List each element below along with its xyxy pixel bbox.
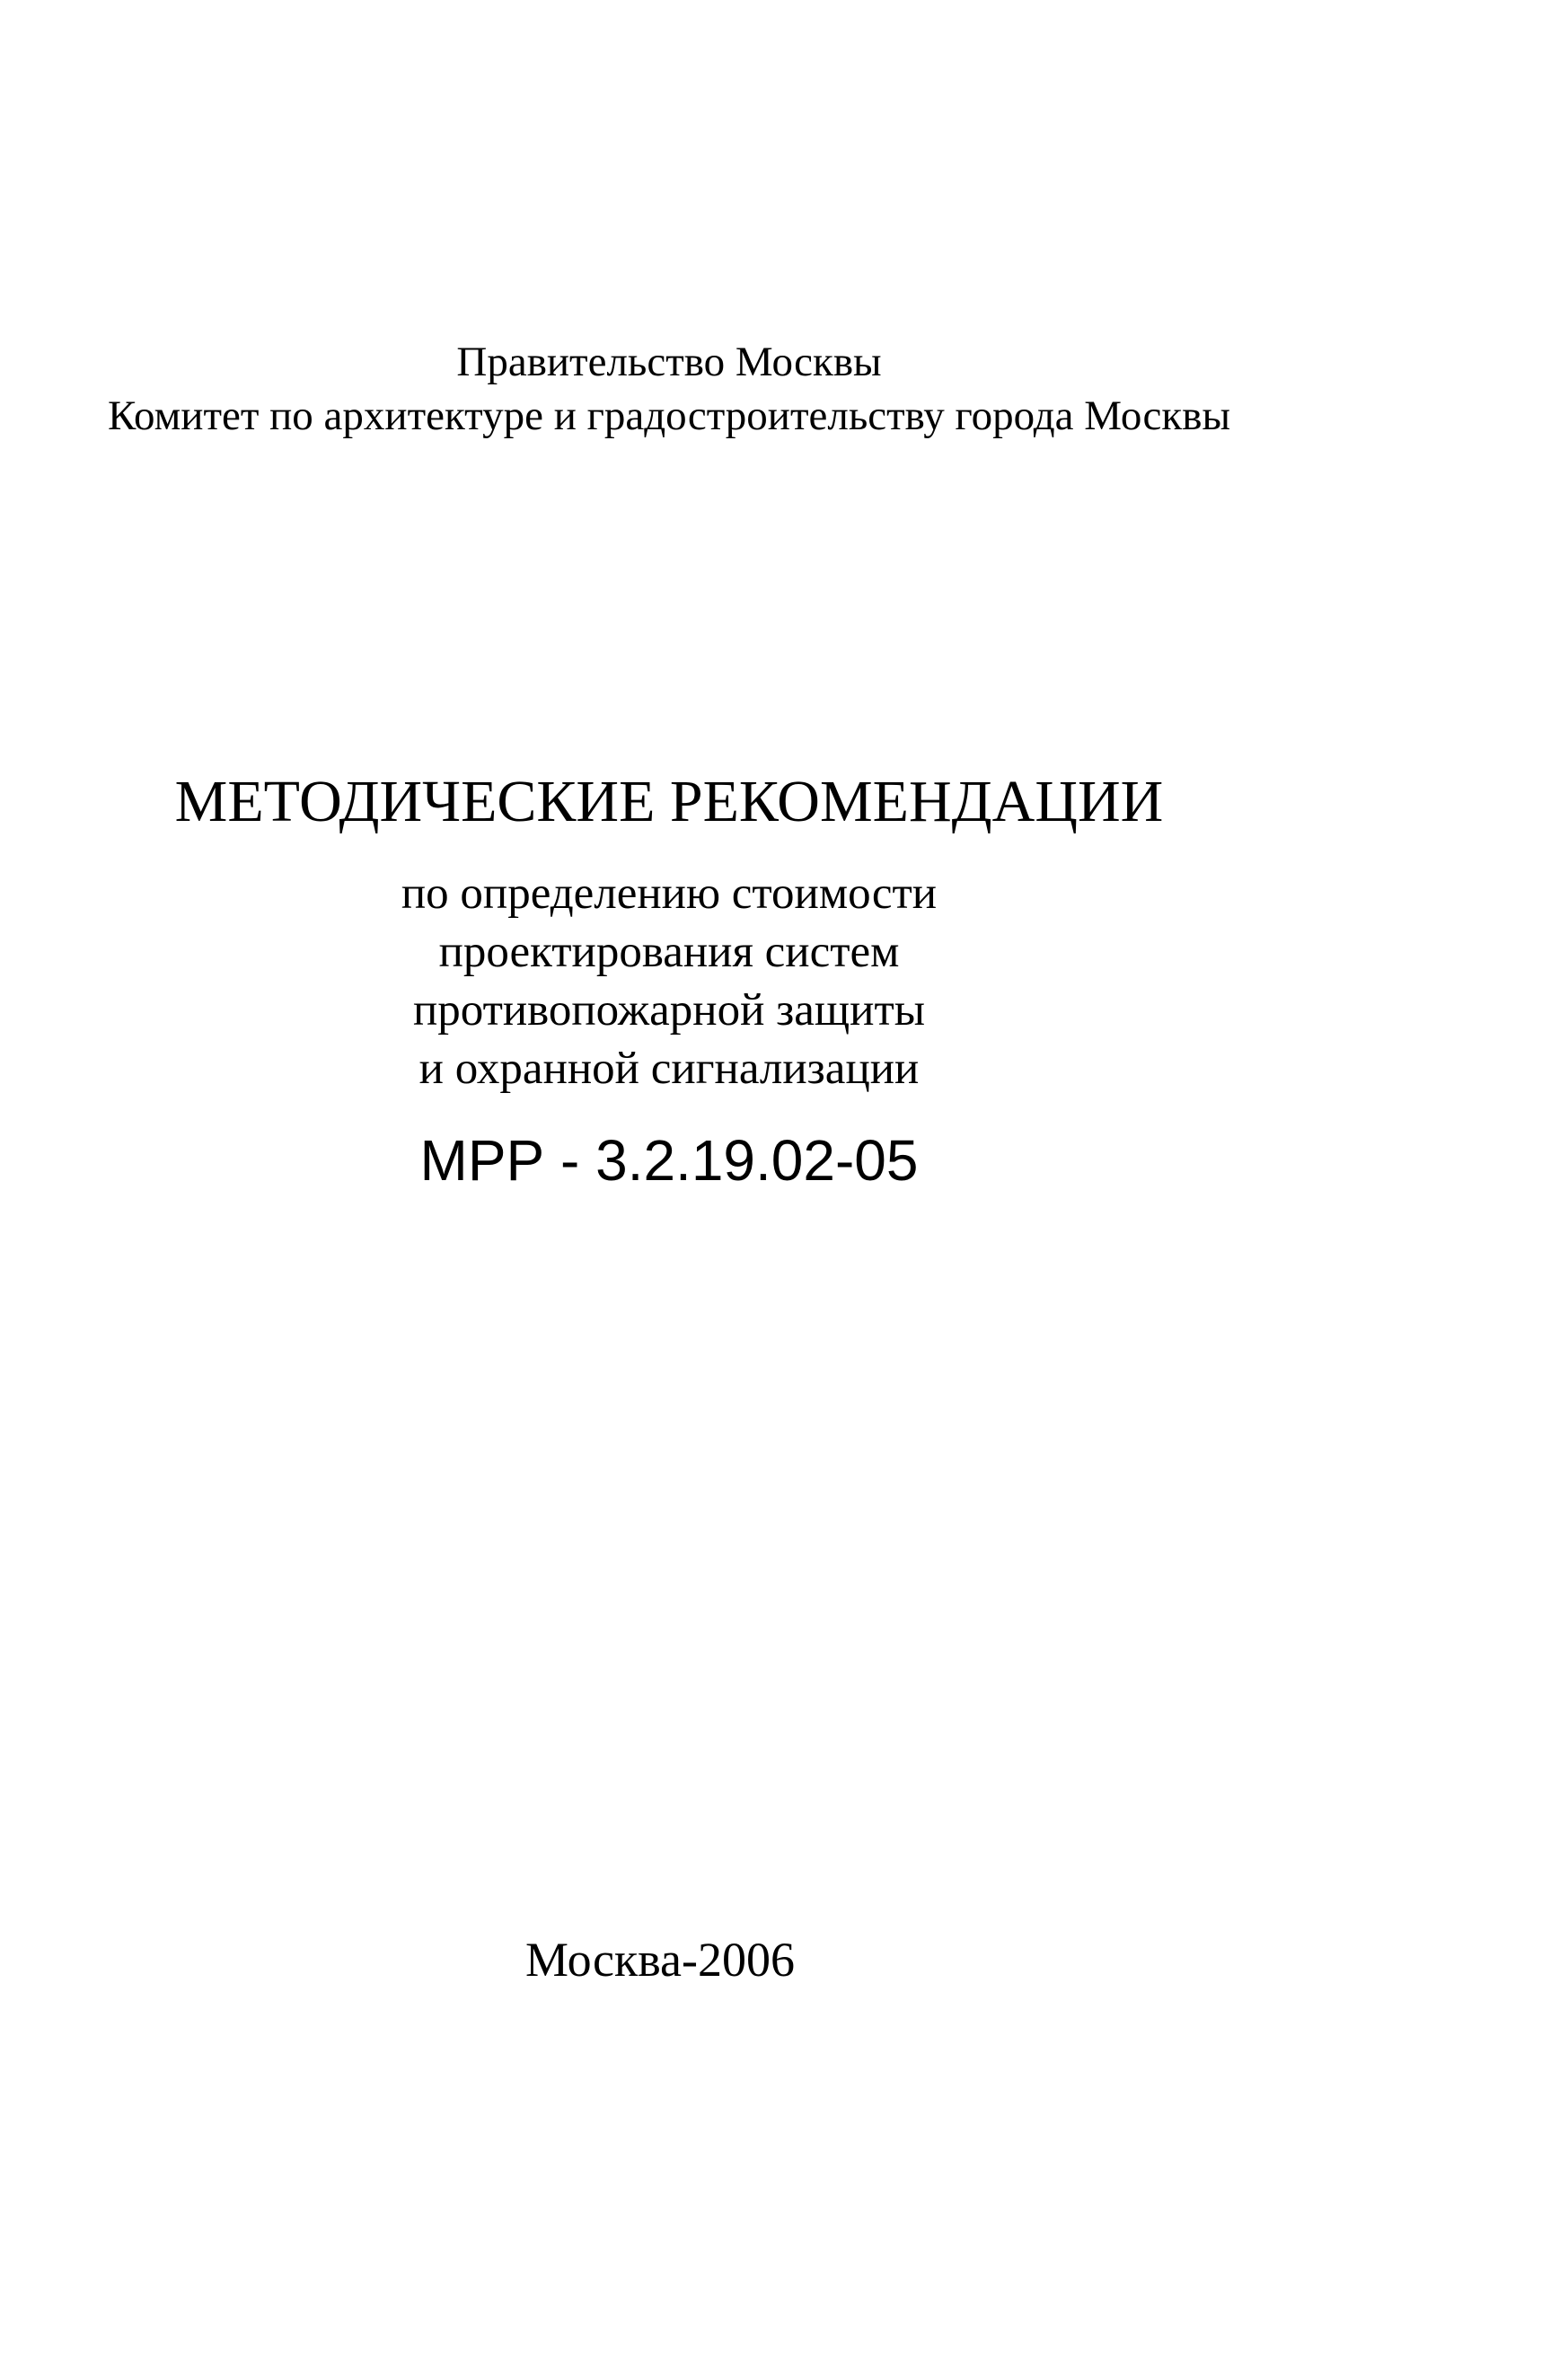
subtitle-line-3: противопожарной защиты <box>412 985 926 1036</box>
subtitle-line-4: и охранной сигнализации <box>418 1044 920 1094</box>
subtitle-line-1: по определению стоимости <box>401 868 938 919</box>
organization-line-government: Правительство Москвы <box>456 339 882 385</box>
document-title: МЕТОДИЧЕСКИЕ РЕКОМЕНДАЦИИ <box>174 769 1164 834</box>
document-code: МРР - 3.2.19.02-05 <box>419 1128 919 1193</box>
subtitle-line-2: проектирования систем <box>438 927 900 977</box>
place-and-year: Москва-2006 <box>525 1933 795 1987</box>
organization-line-committee: Комитет по архитектуре и градостроительству города Москвы <box>107 392 1231 439</box>
